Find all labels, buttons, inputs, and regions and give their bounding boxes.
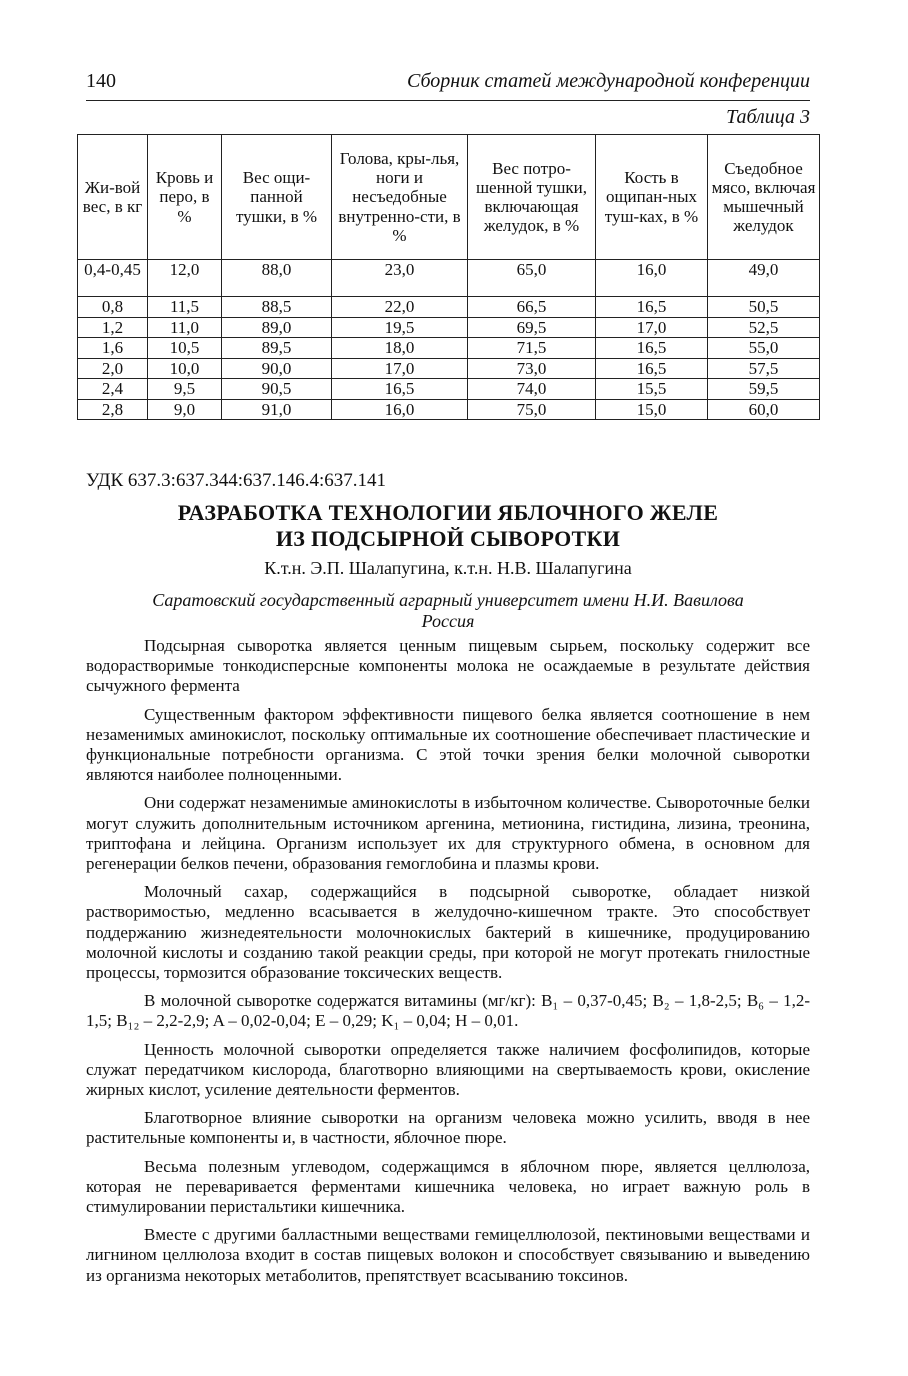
udk-code: УДК 637.3:637.344:637.146.4:637.141 [86,470,387,491]
page-header [86,70,810,104]
table-cell: 16,5 [332,379,468,400]
table-cell: 16,5 [596,338,708,359]
table-cell: 88,0 [222,260,332,297]
table-cell: 66,5 [468,297,596,318]
table-cell: 89,0 [222,317,332,338]
table-row [78,358,820,379]
table-row [78,260,820,297]
running-title: Сборник статей международной конференции [407,70,810,92]
column-header: Съедобное мясо, включая мышечный желудок [708,135,820,260]
table-cell: 2,4 [78,379,148,400]
paragraph: Они содержат незаменимые аминокислоты в избыточном количестве. Сывороточные белки могут служить дополнительным источником аргенина, метионина, гистидина, лизина, треонина, триптофана и лейцина. Организм использует их для структурного обмена, в основном для регенерации белков печени, образования гемоглобина и плазмы крови. [86,793,810,874]
authors: К.т.н. Э.П. Шалапугина, к.т.н. Н.В. Шалапугина [264,558,632,578]
paragraph: Весьма полезным углеводом, содержащимся в яблочном пюре, является целлюлоза, которая не переваривается ферментами кишечника человека, но играет важную роль в стимулировании перистальтики кишечника. [86,1156,810,1217]
column-header: Жи-вой вес, в кг [78,135,148,260]
table-cell: 57,5 [708,358,820,379]
table-cell: 15,5 [596,379,708,400]
table-cell: 16,0 [332,399,468,420]
table-cell: 10,0 [148,358,222,379]
table-cell: 12,0 [148,260,222,297]
title-line: ИЗ ПОДСЫРНОЙ СЫВОРОТКИ [275,526,621,551]
table-cell: 73,0 [468,358,596,379]
paragraph: В молочной сыворотке содержатся витамины (мг/кг): B₁ – 0,37-0,45; B₂ – 1,8-2,5; B₆ – 1,2-1,5; B₁₂ – 2,2-2,9; A – 0,02-0,04; E – 0,29; K₁ – 0,04; H – 0,01. [86,991,810,1031]
table-cell: 17,0 [596,317,708,338]
table-cell: 9,5 [148,379,222,400]
paragraph: Благотворное влияние сыворотки на организм человека можно усилить, вводя в нее растительные компоненты и, в частности, яблочное пюре. [86,1108,810,1148]
table-cell: 19,5 [332,317,468,338]
table-cell: 1,6 [78,338,148,359]
title-line: РАЗРАБОТКА ТЕХНОЛОГИИ ЯБЛОЧНОГО ЖЕЛЕ [177,500,719,525]
table-row [78,297,820,318]
table-cell: 69,5 [468,317,596,338]
table-cell: 91,0 [222,399,332,420]
table-cell: 55,0 [708,338,820,359]
page-number: 140 [86,70,116,92]
paragraph: Молочный сахар, содержащийся в подсырной сыворотке, обладает низкой растворимостью, медленно всасывается в желудочно-кишечном тракте. Это способствует поддержанию жизнедеятельности молочнокислых бактерий в кишечнике, продуцированию молочной кислоты и созданию такой реакции среды, при которой не могут протекать гнилостные процессы, тормозится образование токсических веществ. [86,882,810,983]
column-header: Вес потро-шенной тушки, включающая желудок, в % [468,135,596,260]
affiliation [86,590,810,632]
table-cell: 50,5 [708,297,820,318]
article-title [86,500,810,552]
column-header: Кровь и перо, в % [148,135,222,260]
table-cell: 9,0 [148,399,222,420]
table-cell: 74,0 [468,379,596,400]
table-cell: 65,0 [468,260,596,297]
table-cell: 0,8 [78,297,148,318]
paragraph: Существенным фактором эффективности пищевого белка является соотношение в нем незаменимых аминокислот, поскольку оптимальные их соотношение обеспечивает пластические и функциональные потребности организма. С этой точки зрения белки молочной сыворотки являются наиболее полноценными. [86,704,810,785]
paragraph: Вместе с другими балластными веществами гемицеллюлозой, пектиновыми веществами и лигнином целлюлоза входит в состав пищевых волокон и способствует связыванию и выведению из организма некоторых метаболитов, препятствует всасыванию токсинов. [86,1225,810,1285]
table-cell: 11,5 [148,297,222,318]
table-row [78,317,820,338]
table-cell: 16,0 [596,260,708,297]
table-header-row [78,135,820,260]
table-cell: 18,0 [332,338,468,359]
data-table [77,134,820,420]
paragraph: Подсырная сыворотка является ценным пищевым сырьем, поскольку содержит все водорастворимые тонкодисперсные компоненты молока не осаждаемые в результате действия сычужного фермента [86,636,810,696]
table-cell: 90,5 [222,379,332,400]
table-cell: 17,0 [332,358,468,379]
table-cell: 15,0 [596,399,708,420]
table-cell: 88,5 [222,297,332,318]
article-body [86,636,810,1294]
table-cell: 23,0 [332,260,468,297]
table-cell: 59,5 [708,379,820,400]
table-row [78,399,820,420]
table-cell: 10,5 [148,338,222,359]
table-cell: 11,0 [148,317,222,338]
affiliation-country: Россия [421,611,475,631]
table-cell: 16,5 [596,358,708,379]
paragraph: Ценность молочной сыворотки определяется также наличием фосфолипидов, которые служат передатчиком кислорода, благотворно влияющими на свертываемость крови, окисление жирных кислот, усиление деятельности ферментов. [86,1039,810,1100]
table-cell: 60,0 [708,399,820,420]
column-header: Вес ощи-панной тушки, в % [222,135,332,260]
table-cell: 71,5 [468,338,596,359]
table-cell: 0,4-0,45 [78,260,148,297]
column-header: Кость в ощипан-ных туш-ках, в % [596,135,708,260]
table-cell: 89,5 [222,338,332,359]
table-cell: 22,0 [332,297,468,318]
table-cell: 1,2 [78,317,148,338]
column-header: Голова, кры-лья, ноги и несъедобные внутренно-сти, в % [332,135,468,260]
table-cell: 52,5 [708,317,820,338]
table-row [78,338,820,359]
table-cell: 49,0 [708,260,820,297]
table-cell: 90,0 [222,358,332,379]
table-cell: 2,8 [78,399,148,420]
table-row [78,379,820,400]
table-caption: Таблица 3 [726,106,810,128]
affiliation-line: Саратовский государственный аграрный университет имени Н.И. Вавилова [152,590,744,610]
header-rule [86,100,810,101]
table-cell: 2,0 [78,358,148,379]
table-cell: 16,5 [596,297,708,318]
table-cell: 75,0 [468,399,596,420]
